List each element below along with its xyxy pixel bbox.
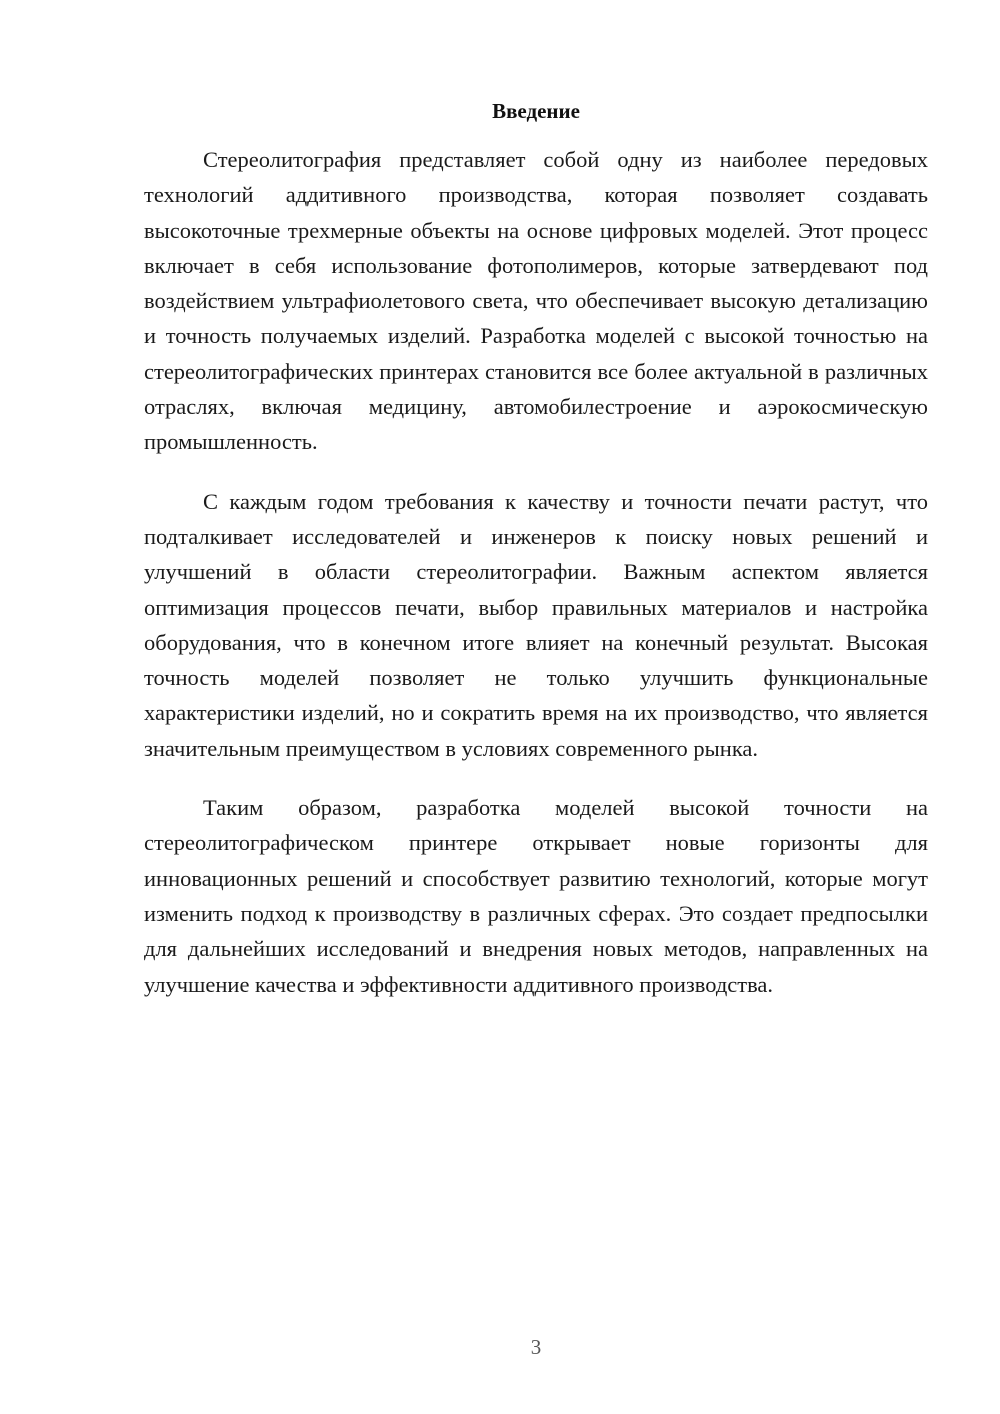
body-text bbox=[144, 142, 928, 1002]
paragraph-3: Таким образом, разработка моделей высокой точности на стереолитографическом принтере открывает новые горизонты для инновационных решений и способствует развитию технологий, которые могут изменить подход к производству в различных сферах. Это создает предпосылки для дальнейших исследований и внедрения новых методов, направленных на улучшение качества и эффективности аддитивного производства. bbox=[144, 795, 928, 997]
page-number: 3 bbox=[530, 1335, 542, 1359]
paragraph-1: Стереолитография представляет собой одну из наиболее передовых технологий аддитивного производства, которая позволяет создавать высокоточные трехмерные объекты на основе цифровых моделей. Этот процесс включает в себя использование фотополимеров, которые затвердевают под воздействием ультрафиолетового света, что обеспечивает высокую детализацию и точность получаемых изделий. Разработка моделей с высокой точностью на стереолитографических принтерах становится все более актуальной в различных отраслях, включая медицину, автомобилестроение и аэрокосмическую промышленность. bbox=[144, 147, 928, 455]
section-heading: Введение bbox=[492, 99, 580, 123]
paragraph-2: С каждым годом требования к качеству и точности печати растут, что подталкивает исследователей и инженеров к поиску новых решений и улучшений в области стереолитографии. Важным аспектом является оптимизация процессов печати, выбор правильных материалов и настройка оборудования, что в конечном итоге влияет на конечный результат. Высокая точность моделей позволяет не только улучшить функциональные характеристики изделий, но и сократить время на их производство, что является значительным преимуществом в условиях современного рынка. bbox=[144, 488, 928, 761]
